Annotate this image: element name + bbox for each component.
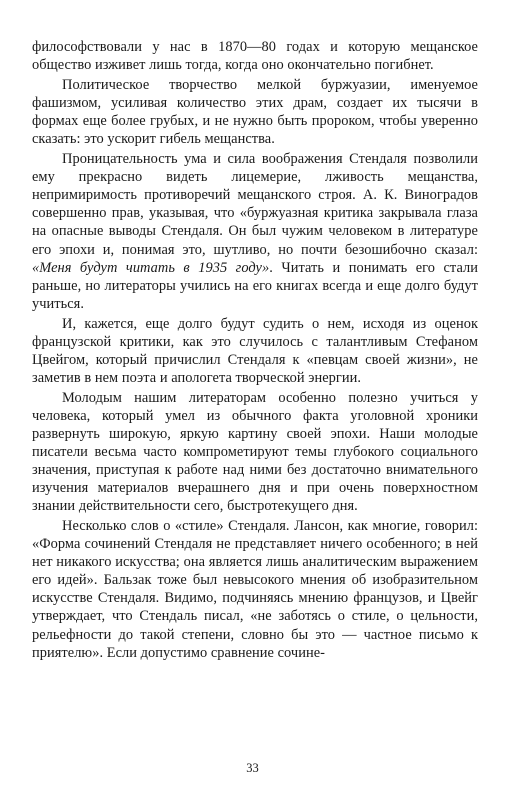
paragraph-3-text-after: . Читать и понимать его стали раньше, но литераторы учились на его книгах всегда и еще долго будут учиться. xyxy=(32,259,478,312)
page-number: 33 xyxy=(246,761,259,775)
italic-quote: «Меня будут читать в 1935 году» xyxy=(32,259,270,276)
body-text xyxy=(32,38,478,662)
paragraph-2: Политическое творчество мелкой буржуазии, именуемое фашизмом, усиливая количество этих драм, создает их тысячи в формах еще более грубых, и не нужно быть пророком, чтобы уверенно сказать: это ускорит гибель мещанства. xyxy=(32,77,478,148)
paragraph-6: Несколько слов о «стиле» Стендаля. Лансон, как многие, говорил: «Форма сочинений Стендаля не представляет ничего особенного; в ней нет никакого искусства; она является лишь аналитическим выражением его идей». Бальзак тоже был невысокого мнения об изобразительном искусстве Стендаля. Видимо, подчиняясь мнению французов, и Цвейг утверждает, что Стендаль писал, «не заботясь о стиле, о цельности, рельефности до такой степени, словно бы это — частное письмо к приятелю». Если допустимо сравнение сочине- xyxy=(32,518,478,661)
paragraph-5: Молодым нашим литераторам особенно полезно учиться у человека, который умел из обычного факта уголовной хроники развернуть широкую, яркую картину своей эпохи. Наши молодые писатели весьма часто компрометируют темы глубокого социального значения, приступая к работе над ними без достаточно внимательного изучения материалов вчерашнего дня и при очень поверхностном знании действительности сего, быстротекущего дня. xyxy=(32,389,478,515)
paragraph-4: И, кажется, еще долго будут судить о нем, исходя из оценок французской критики, как это случилось с талантливым Стефаном Цвейгом, который причислил Стендаля к «певцам своей жизни», не заметив в нем поэта и апологета творческой энергии. xyxy=(32,315,478,386)
paragraph-1: философствовали у нас в 1870—80 годах и которую мещанское общество изживет лишь тогда, когда оно окончательно погибнет. xyxy=(32,39,478,74)
paragraph-3-text-before: Проницательность ума и сила воображения Стендаля позволили ему прекрасно видеть лицемерие, лживость мещанства, непримиримость противоречий мещанского строя. А. К. Виноградов совершенно прав, указывая, что «буржуазная критика закрывала глаза на опасные выводы Стендаля. Он был чужим человеком в литературе его эпохи и, понимая это, шутливо, но почти безошибочно сказал: xyxy=(32,151,478,258)
paragraph-3 xyxy=(32,150,478,312)
